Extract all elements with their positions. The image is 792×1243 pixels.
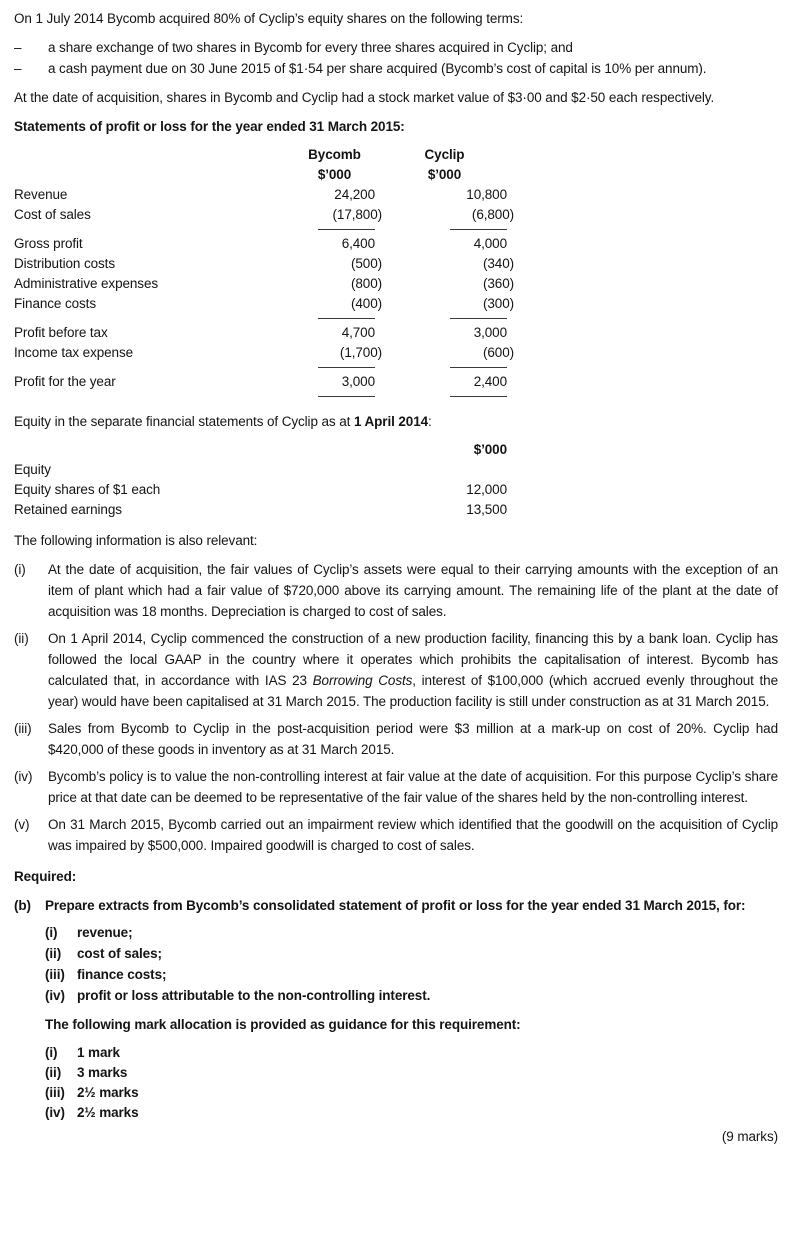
total-marks: (9 marks): [721, 1129, 778, 1144]
term-text: a share exchange of two shares in Bycomb for every three shares acquired in Cyclip; and: [48, 40, 573, 55]
note-number: (iii): [14, 721, 32, 736]
dash-bullet: –: [14, 40, 22, 55]
requirement-text: Prepare extracts from Bycomb’s consolidated statement of profit or loss for the year ended 31 March 2015, for:: [45, 898, 746, 913]
subtotal-rule: [450, 318, 507, 319]
table-row: [14, 372, 778, 392]
note-number: (ii): [14, 631, 29, 646]
note-text: Sales from Bycomb to Cyclip in the post-acquisition period were $3 million at a mark-up on cost of 20%. Cyclip had $420,000 of these goods in inventory as at 31 March 2015.: [48, 721, 778, 757]
sub-item: (iv) profit or loss attributable to the non-controlling interest.: [45, 988, 431, 1003]
cell-bycomb: 3,000: [341, 374, 375, 389]
cell-bycomb: 6,400: [341, 236, 375, 251]
mark-item: (i) 1 mark: [45, 1045, 120, 1060]
term-text: a cash payment due on 30 June 2015 of $1·54 per share acquired (Bycomb’s cost of capital is 10% per annum).: [48, 61, 707, 76]
note-number: (iv): [14, 769, 33, 784]
table-unit-row: [14, 165, 778, 185]
table-row: [14, 274, 778, 294]
note-item: [14, 766, 778, 808]
note-item: [14, 718, 778, 760]
note-item: [14, 559, 778, 622]
note-item: [14, 814, 778, 856]
ias-23-title: Borrowing Costs: [312, 673, 413, 688]
market-value-paragraph: At the date of acquisition, shares in Bycomb and Cyclip had a stock market value of $3·00 and $2·50 each respectively.: [14, 90, 715, 105]
notes-list: [14, 559, 778, 856]
requirement-label: (b): [14, 898, 31, 913]
cell-value: [314, 460, 507, 480]
row-label: Equity shares of $1 each: [14, 482, 161, 497]
table-row: [14, 294, 778, 314]
cell-bycomb: (800): [350, 276, 382, 291]
column-header-cyclip: Cyclip: [424, 147, 465, 162]
cell-value: 13,500: [466, 502, 507, 517]
table-row: [14, 205, 778, 225]
row-label: Revenue: [14, 187, 68, 202]
table-rule-row: [14, 225, 778, 234]
list-item: [14, 58, 778, 79]
sub-item: (ii) cost of sales;: [45, 946, 162, 961]
sopl-heading: Statements of profit or loss for the year ended 31 March 2015:: [14, 119, 405, 134]
mark-item: (ii) 3 marks: [45, 1065, 128, 1080]
row-label: Profit for the year: [14, 374, 116, 389]
note-item: [14, 628, 778, 712]
table-rule-row: [14, 392, 778, 401]
equity-heading-date: 1 April 2014: [353, 414, 429, 429]
cell-cyclip: (300): [482, 296, 514, 311]
requirement-b: [14, 895, 778, 916]
mark-allocation-intro: The following mark allocation is provided as guidance for this requirement:: [45, 1017, 521, 1032]
relevant-info-intro: The following information is also relevant:: [14, 533, 258, 548]
cell-bycomb: 24,200: [334, 187, 375, 202]
note-text: Bycomb’s policy is to value the non-controlling interest at fair value at the date of acquisition. For this purpose Cyclip’s share price at that date can be deemed to be representative of the fair value of the shares held by the non-controlling interest.: [48, 769, 778, 805]
row-label: Income tax expense: [14, 345, 134, 360]
equity-row: [14, 480, 778, 500]
table-row: [14, 343, 778, 363]
cell-cyclip: 4,000: [473, 236, 507, 251]
sub-item: (i) revenue;: [45, 925, 133, 940]
sub-item: (iii) finance costs;: [45, 967, 167, 982]
cell-cyclip: 3,000: [473, 325, 507, 340]
dash-bullet: –: [14, 61, 22, 76]
subtotal-rule: [450, 229, 507, 230]
cell-cyclip: 2,400: [473, 374, 507, 389]
row-label: Administrative expenses: [14, 276, 159, 291]
equity-row: [14, 460, 778, 480]
required-section: [14, 866, 778, 1147]
cell-cyclip: 10,800: [466, 187, 507, 202]
cell-cyclip: (6,800): [471, 207, 514, 222]
note-text: At the date of acquisition, the fair values of Cyclip’s assets were equal to their carrying amounts with the exception of an item of plant which had a fair value of $720,000 above its carrying amount. The remaining life of the plant at the date of acquisition was 18 months. Depreciation is charged to cost of sales.: [48, 562, 778, 619]
required-heading: Required:: [14, 869, 77, 884]
table-header-row: [14, 145, 778, 165]
row-label: Cost of sales: [14, 207, 91, 222]
note-number: (i): [14, 562, 26, 577]
row-label: Finance costs: [14, 296, 96, 311]
cell-bycomb: 4,700: [341, 325, 375, 340]
cell-cyclip: (600): [482, 345, 514, 360]
mark-item: (iii) 2½ marks: [45, 1085, 139, 1100]
requirement-sub-list: [45, 922, 778, 1006]
cell-bycomb: (1,700): [339, 345, 382, 360]
table-rule-row: [14, 314, 778, 323]
table-row: [14, 234, 778, 254]
mark-allocation-list: [45, 1043, 778, 1123]
note-text: On 31 March 2015, Bycomb carried out an impairment review which identified that the goodwill on the acquisition of Cyclip was impaired by $500,000. Impaired goodwill is charged to cost of sales.: [48, 817, 778, 853]
equity-unit-row: [14, 440, 778, 460]
row-label: Equity: [14, 462, 51, 477]
total-rule: [450, 396, 507, 397]
subtotal-rule: [318, 367, 375, 368]
table-row: [14, 185, 778, 205]
column-header-bycomb: Bycomb: [308, 147, 361, 162]
note-text: On 1 April 2014, Cyclip commenced the construction of a new production facility, financing this by a bank loan. Cyclip has followed the local GAAP in the country where it operates which prohibits the capitalisation of interest. Bycomb has calculated that, in accordance with IAS 23 Borrowing Costs, interest of $100,000 (which accrued evenly throughout the year) would have been capitalised at 31 March 2015. The production facility is still under construction as at 31 March 2015.: [48, 631, 778, 709]
total-rule: [318, 396, 375, 397]
intro-paragraph: On 1 July 2014 Bycomb acquired 80% of Cyclip’s equity shares on the following terms:: [14, 11, 524, 26]
unit-label: $’000: [473, 442, 507, 457]
subtotal-rule: [318, 318, 375, 319]
table-row: [14, 323, 778, 343]
cell-bycomb: (17,800): [332, 207, 382, 222]
cell-cyclip: (360): [482, 276, 514, 291]
equity-table: [14, 440, 778, 520]
equity-row: [14, 500, 778, 520]
row-label: Distribution costs: [14, 256, 115, 271]
acquisition-terms-list: [14, 37, 778, 79]
row-label: Gross profit: [14, 236, 83, 251]
row-label: Retained earnings: [14, 502, 122, 517]
cell-bycomb: (400): [350, 296, 382, 311]
table-rule-row: [14, 363, 778, 372]
cell-cyclip: (340): [482, 256, 514, 271]
list-item: [14, 37, 778, 58]
table-row: [14, 254, 778, 274]
note-number: (v): [14, 817, 30, 832]
unit-label: $’000: [317, 167, 352, 182]
unit-label: $’000: [427, 167, 462, 182]
subtotal-rule: [450, 367, 507, 368]
row-label: Profit before tax: [14, 325, 108, 340]
cell-bycomb: (500): [350, 256, 382, 271]
mark-item: (iv) 2½ marks: [45, 1105, 139, 1120]
equity-heading: Equity in the separate financial statements of Cyclip as at 1 April 2014:: [14, 414, 432, 429]
subtotal-rule: [318, 229, 375, 230]
profit-or-loss-table: [14, 145, 778, 401]
cell-value: 12,000: [466, 482, 507, 497]
